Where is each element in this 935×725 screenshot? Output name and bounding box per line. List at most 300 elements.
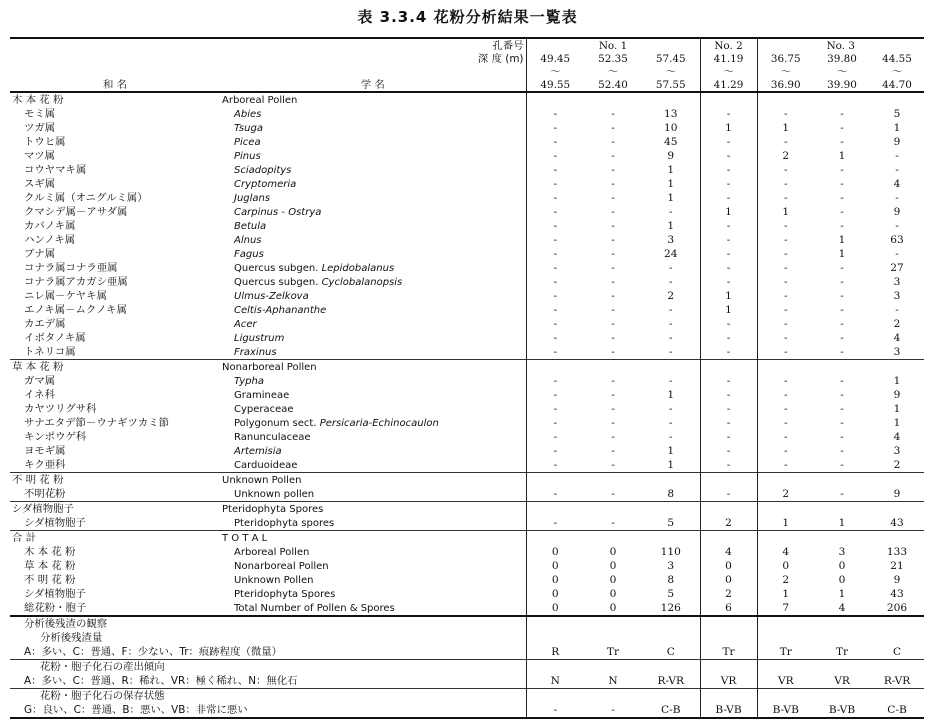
value-cell: - [526,205,584,219]
taxon-name-sci [220,107,526,121]
taxon-sci-name: Tsuga [234,122,263,134]
header-row-depth-top [10,52,924,65]
value-cell: - [584,703,642,718]
value-cell [757,360,814,375]
value-cell [870,531,924,546]
value-cell: - [668,374,673,387]
value-cell [642,360,700,375]
total-row [10,601,924,616]
value-cell: 0 [700,573,757,587]
group-header-row [10,473,924,488]
value-cell: - [611,177,615,190]
value-cell: 21 [890,559,904,572]
depth-top: 44.55 [882,52,912,65]
value-cell: - [757,331,814,345]
value-cell: - [526,177,584,191]
value-cell: 133 [886,545,908,558]
value-cell: - [840,430,844,443]
taxon-sci-name: Cryptomeria [234,178,297,190]
value-cell: - [840,163,844,176]
value-cell: - [700,177,757,191]
value-cell: - [526,233,584,247]
depth-tilde: ～ [665,65,676,78]
value-cell [757,616,814,631]
value-cell: - [700,107,757,121]
value-cell: 3 [893,289,901,302]
value-cell: 9 [893,135,901,148]
value-cell [584,660,642,675]
value-cell [526,531,584,546]
value-cell: 206 [870,601,924,616]
value-cell: - [757,317,814,331]
observation-legend-row [10,703,924,718]
taxon-name-ja: スギ属 [24,177,56,190]
taxon-name-ja: カヤツリグサ科 [24,402,97,415]
value-cell [870,502,924,517]
depth-top: 57.45 [655,52,686,65]
total-header-row [10,531,924,546]
taxon-sci-name: Unknown pollen [234,488,315,500]
taxon-name-sci [220,275,526,289]
table-row [10,177,924,191]
table-row [10,402,924,416]
value-cell: 1 [667,444,675,457]
total-row [10,559,924,573]
value-cell: - [757,135,814,149]
value-cell: 1 [667,388,675,401]
table-row [10,487,924,502]
value-cell: - [840,303,844,316]
taxon-sci-name: Juglans [234,192,271,204]
value-cell: 63 [890,233,904,246]
value-cell [642,92,700,107]
value-cell: - [611,149,615,162]
taxon-name-ja: サナエタデ節－ウナギツカミ節 [24,416,170,429]
value-cell: 5 [667,516,675,529]
value-cell: 4 [814,601,870,616]
taxon-sci-name: Carpinus - Ostrya [234,206,322,218]
value-cell: 4 [757,545,814,559]
value-cell: - [757,177,814,191]
value-cell: Tr [835,645,849,658]
value-cell: 4 [700,545,757,559]
value-cell: - [700,233,757,247]
value-cell: - [700,191,757,205]
table-row [10,458,924,473]
value-cell: 1 [838,149,846,162]
taxon-name-sci [220,374,526,388]
group-name-sci: Nonarboreal Pollen [220,360,526,375]
value-cell: - [757,219,814,233]
observation-label-row [10,660,924,675]
value-cell: 45 [664,135,678,148]
taxon-name-sci [220,331,526,345]
table-row [10,303,924,317]
group-name-ja: シダ植物胞子 [10,502,220,517]
value-cell: - [526,247,584,261]
header-depth-label: 深 度 (m) [477,52,524,65]
table-row [10,135,924,149]
total-row [10,545,924,559]
depth-top: 52.35 [598,52,628,65]
value-cell: - [526,444,584,458]
value-cell: 1 [700,289,757,303]
depth-top: 36.75 [757,52,814,65]
value-cell: 3 [893,275,901,288]
value-cell: - [700,374,757,388]
depth-tilde: ～ [757,65,814,78]
taxon-name-ja: エノキ属－ムクノキ属 [24,303,127,316]
taxon-name-ja: クマシデ属－アサダ属 [24,205,128,218]
group-name-sci: Arboreal Pollen [220,92,526,107]
taxon-name-ja: コナラ属コナラ亜属 [24,261,118,274]
table-row [10,205,924,219]
value-cell: - [840,317,844,330]
value-cell [584,502,642,517]
value-cell: - [840,177,844,190]
value-cell [526,631,584,645]
value-cell: 43 [890,587,904,600]
depth-bottom: 39.90 [827,78,857,91]
taxon-sci-name: Gramineae [234,389,290,401]
value-cell: - [611,163,615,176]
value-cell: 8 [667,573,675,586]
value-cell [584,360,642,375]
value-cell: - [757,416,814,430]
total-item-ja: 総花粉・胞子 [10,601,220,616]
taxon-sci-name: Ulmus-Zelkova [234,290,309,302]
value-cell: 1 [667,177,675,190]
taxon-name-ja: イネ科 [24,388,56,401]
value-cell [757,473,814,488]
value-cell: - [840,388,844,401]
taxon-name-sci [220,487,526,502]
value-cell: - [668,416,673,429]
taxon-sci-name: Alnus [234,234,262,246]
table-row [10,289,924,303]
value-cell: - [526,149,584,163]
value-cell [584,92,642,107]
value-cell: 4 [893,177,901,190]
observation-legend: A：多い、C：普通、F：少ない、Tr：痕跡程度（微量） [24,645,283,658]
value-cell: 43 [890,516,904,529]
value-cell: 13 [664,107,678,120]
value-cell [526,660,584,675]
value-cell: - [611,430,615,443]
total-name-ja: 合 計 [10,531,220,546]
taxon-sci-name: Cyclobalanopsis [321,276,403,288]
value-cell: 0 [526,545,584,559]
taxon-name-sci [220,402,526,416]
value-cell: N [608,674,618,687]
value-cell: C [892,645,902,658]
value-cell: 0 [526,587,584,601]
value-cell: VR [700,674,757,689]
value-cell: - [757,458,814,473]
header-scientific-name: 学 名 [360,78,385,91]
value-cell: - [526,331,584,345]
observation-label: 花粉・胞子化石の産出傾向 [10,660,526,675]
table-row [10,191,924,205]
value-cell [526,689,584,704]
value-cell: B-VB [814,703,870,718]
value-cell: - [840,458,844,471]
value-cell: Tr [757,645,814,660]
value-cell: 24 [664,247,678,260]
value-cell: - [895,303,899,316]
value-cell: 9 [893,205,901,218]
value-cell: 0 [609,573,617,586]
value-cell: C-B [870,703,924,718]
group-name-ja: 不 明 花 粉 [10,473,220,488]
taxon-name-sci [220,317,526,331]
value-cell [870,473,924,488]
value-cell: - [526,388,584,402]
observation-title: 分析後残渣の観察 [24,617,108,630]
table-row [10,261,924,275]
taxon-sci-name: Celtis-Aphananthe [234,304,327,316]
value-cell: - [526,703,584,718]
value-cell [870,616,924,631]
value-cell: N [526,674,584,689]
value-cell: 1 [893,121,901,134]
observation-legend-row [10,645,924,660]
taxon-sci-name: Typha [234,375,264,387]
taxon-name-ja: 不明花粉 [24,487,66,500]
value-cell: - [700,149,757,163]
depth-tilde: ～ [836,65,848,78]
taxon-name-sci [220,261,526,275]
value-cell [757,92,814,107]
value-cell: - [757,303,814,317]
taxon-name-sci [220,303,526,317]
total-item-sci: Pteridophyta Spores [234,588,336,600]
group-name-ja: 草 本 花 粉 [10,360,220,375]
taxon-sci-name: Fagus [234,248,264,260]
total-item-ja: 木 本 花 粉 [24,545,76,558]
value-cell [814,616,870,631]
value-cell [642,502,700,517]
value-cell: - [895,247,899,260]
depth-bottom: 49.55 [526,78,584,92]
value-cell: 9 [893,388,901,401]
borehole-no1: No. 1 [526,38,700,52]
taxon-name-sci [220,430,526,444]
depth-tilde: ～ [526,65,584,78]
value-cell: - [840,135,844,148]
value-cell: - [840,107,844,120]
depth-top: 39.80 [827,52,857,65]
value-cell [642,473,700,488]
value-cell: - [611,416,615,429]
taxon-name-sci [220,289,526,303]
value-cell: 0 [526,601,584,616]
total-item-sci: Total Number of Pollen & Spores [220,601,526,616]
value-cell [814,502,870,517]
value-cell: - [700,219,757,233]
value-cell: VR [834,674,850,687]
taxon-sci-plain: Quercus subgen. [234,262,322,274]
group-header-row [10,502,924,517]
pollen-analysis-table [10,37,924,719]
group-header-row [10,92,924,107]
taxon-name-sci [220,233,526,247]
value-cell: 2 [893,458,901,471]
value-cell [700,531,757,546]
value-cell: 2 [757,149,814,163]
value-cell: - [668,303,673,316]
value-cell: - [840,345,844,358]
value-cell: - [611,121,615,134]
table-row [10,219,924,233]
taxon-sci-plain: Quercus subgen. [234,276,322,288]
header-japanese-name: 和 名 [102,78,128,91]
value-cell: 5 [667,587,675,600]
value-cell: - [668,331,673,344]
value-cell [814,631,870,645]
value-cell: 1 [667,458,675,471]
depth-tilde: ～ [891,65,903,78]
value-cell: 1 [757,121,814,135]
value-cell [757,531,814,546]
value-cell: 5 [893,107,901,120]
value-cell: Tr [606,645,620,658]
value-cell: 3 [893,345,901,358]
value-cell [584,689,642,704]
value-cell: - [757,275,814,289]
taxon-name-ja: ニレ属－ケヤキ属 [24,289,107,302]
value-cell [814,531,870,546]
value-cell: 2 [700,587,757,601]
header-row-names [10,78,924,92]
value-cell: - [757,345,814,360]
table-row [10,107,924,121]
total-row [10,573,924,587]
value-cell: 1 [757,587,814,601]
value-cell: - [526,345,584,360]
table-row [10,416,924,430]
value-cell: 0 [838,559,846,572]
value-cell [642,531,700,546]
value-cell [526,502,584,517]
value-cell: R [526,645,584,660]
value-cell [642,689,700,704]
table-row [10,516,924,531]
value-cell: 110 [660,545,681,558]
value-cell: - [611,275,615,288]
value-cell: - [526,402,584,416]
value-cell [757,660,814,675]
taxon-sci-name: Cyperaceae [234,403,294,415]
value-cell: - [700,430,757,444]
taxon-name-ja: ガマ属 [24,374,56,387]
value-cell: 7 [757,601,814,616]
header-blank [220,65,526,78]
value-cell: VR [757,674,814,689]
taxon-sci-name: Ranunculaceae [234,431,311,443]
value-cell: - [611,233,615,246]
taxon-name-sci [220,163,526,177]
group-name-ja: 木 本 花 粉 [10,92,220,107]
value-cell: - [526,289,584,303]
value-cell [584,473,642,488]
value-cell: - [526,107,584,121]
value-cell [526,92,584,107]
value-cell: - [895,191,899,204]
value-cell: - [840,289,844,302]
taxon-name-sci [220,444,526,458]
taxon-name-sci [220,247,526,261]
value-cell: - [611,516,615,529]
value-cell: - [700,135,757,149]
value-cell: - [526,163,584,177]
taxon-name-sci [220,345,526,360]
taxon-name-ja: キク亜科 [24,458,66,471]
taxon-name-ja: キンポウゲ科 [24,430,87,443]
value-cell: 0 [838,573,846,586]
value-cell: 0 [526,573,584,587]
value-cell: 0 [757,559,814,573]
value-cell: - [611,458,615,471]
taxon-name-ja: カエデ属 [24,317,66,330]
table-row [10,331,924,345]
taxon-name-ja: コウヤマキ属 [24,163,87,176]
value-cell: - [700,345,757,360]
value-cell [700,689,757,704]
total-name-sci: T O T A L [220,531,526,546]
taxon-name-ja: シダ植物胞子 [24,516,86,529]
value-cell: - [611,388,615,401]
value-cell: 1 [700,205,757,219]
observation-legend: A：多い、C：普通、R：稀れ、VR：極く稀れ、N：無化石 [24,674,298,687]
value-cell: - [526,303,584,317]
value-cell [700,616,757,631]
value-cell: - [840,261,844,274]
value-cell: - [840,487,844,500]
value-cell: 8 [667,487,675,500]
value-cell: B-VB [757,703,814,718]
value-cell: - [611,191,615,204]
value-cell: - [611,331,615,344]
observation-label: 花粉・胞子化石の保存状態 [10,689,526,704]
depth-tilde: ～ [607,65,619,78]
value-cell [700,631,757,645]
depth-bottom: 44.70 [882,78,912,91]
group-header-row [10,360,924,375]
value-cell: 1 [838,516,846,529]
value-cell: - [757,402,814,416]
value-cell: 3 [667,233,675,246]
observation-title-row [10,616,924,631]
value-cell: 1 [667,191,675,204]
value-cell: - [700,402,757,416]
value-cell [870,631,924,645]
value-cell [870,360,924,375]
taxon-name-ja: トウヒ属 [24,135,66,148]
observation-label-row [10,689,924,704]
value-cell: - [757,374,814,388]
table-row [10,374,924,388]
value-cell: R-VR [883,674,911,687]
taxon-name-sci [220,458,526,473]
table-row [10,388,924,402]
value-cell [814,92,870,107]
value-cell: - [526,430,584,444]
table-row [10,233,924,247]
value-cell: - [757,289,814,303]
value-cell: - [526,516,584,531]
depth-bottom: 41.29 [700,78,757,92]
